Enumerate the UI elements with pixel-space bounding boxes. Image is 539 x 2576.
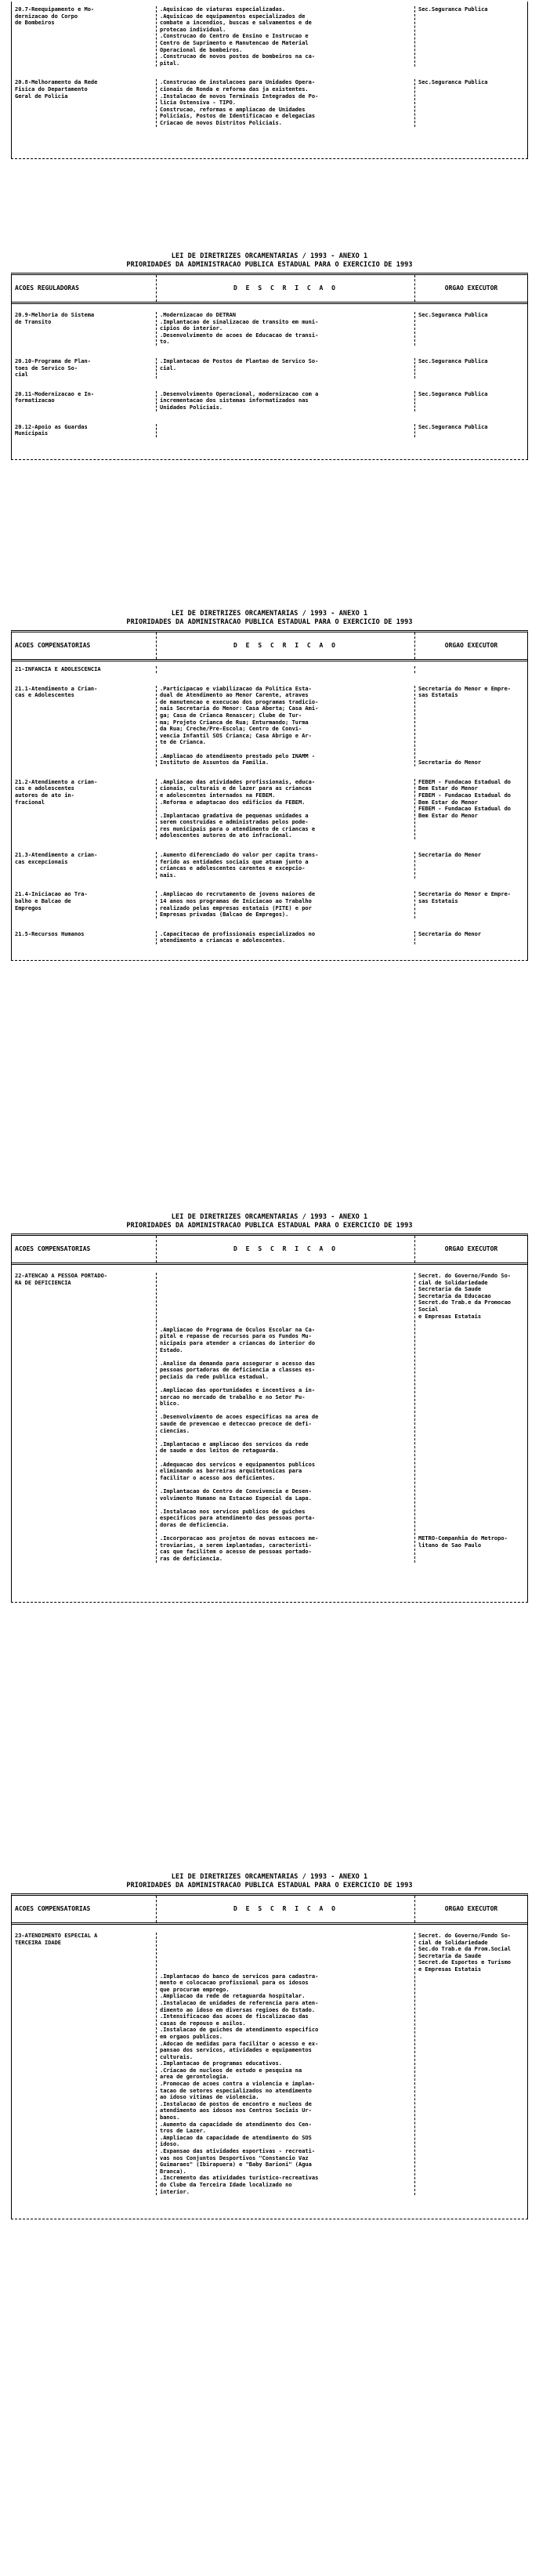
heading-line-2: PRIORIDADES DA ADMINISTRACAO PUBLICA ESTADUAL PARA O EXERCICIO DE 1993	[126, 1222, 413, 1230]
table-row	[12, 304, 527, 350]
table-security-regulatory	[11, 273, 528, 460]
acao-cell: 21.4-Iniciacao ao Tra- balho e Balcao de Empregos	[12, 891, 157, 918]
table-header	[12, 632, 527, 661]
orgao-cell: Secretaria do Menor	[418, 852, 482, 859]
orgao-cell: Sec.Seguranca Publica	[418, 312, 488, 318]
table-row	[12, 1265, 527, 1602]
table-childhood	[11, 630, 528, 961]
col-orgao-executor: ORGAO EXECUTOR	[444, 1904, 498, 1912]
col-acoes-compensatorias: ACOES COMPENSATORIAS	[12, 1896, 157, 1922]
col-orgao-executor: ORGAO EXECUTOR	[444, 1245, 498, 1252]
orgao-cell: Secret. do Governo/Fundo So- cial de Solidariedade Secretaria da Saude Secretaria da Educacao Secret.do Trab.e da Promocao Social e Empresas Estatais METRO-Companhia do Metropo- litano de Sao Paulo	[418, 1273, 512, 1549]
section-title-cell: 21-INFANCIA E ADOLESCENCIA	[12, 666, 157, 673]
acao-cell: 23-ATENDIMENTO ESPECIAL A TERCEIRA IDADE	[12, 1933, 157, 2195]
section-2	[11, 252, 528, 460]
descricao-cell: .Construcao de instalacoes para Unidades Opera- cionais de Ronda e reforma das ja existentes. .Instalacao de novos Terminais Integrados de Po- licia Ostensiva - TIPO. Construcao, reformas e ampliacao de Unidades Policiais, Postos de Identificacao e delegacias Criacao de novos Distritos Policiais.	[157, 79, 415, 126]
table-row	[12, 1925, 527, 2219]
table-row	[12, 883, 527, 922]
col-orgao-executor: ORGAO EXECUTOR	[444, 284, 498, 292]
orgao-cell: Secret. do Governo/Fundo So- cial de Solidariedade Sec.do Trab.e da Prom.Social Secretaria da Saude Secret.de Esportes e Turismo e Empresas Estatais	[418, 1933, 512, 1973]
table-row	[12, 383, 527, 416]
orgao-cell: Secretaria do Menor e Empre- sas Estatais Secretaria do Menor	[418, 685, 512, 766]
descricao-cell: .Implantacao do banco de servicos para cadastra- mento e colocacao profissional para os idosos que procuram emprego. .Ampliacao da rede de retaguarda hospitalar. .Instalacao de unidades de referencia para aten- dimento ao idoso em diversas regioes do Estado. .Intensificacao das acoes de fiscalizacao das casas de repouso e asilos. .Instalacao de guiches de atendimento especifico em orgaos publicos. .Adocao de medidas para facilitar o acesso e ex- pansao dos servicos, atividades e equipamentos culturais. .Implantacao de programas educativos. .Criacao de nucleos de estudo e pesquisa na area de gerontologia. .Promocao de acoes contra a violencia e implan- tacao de setores especializados no atendimento ao idoso vitimas de violencia. .Instalacao de postos de encontro e nucleos de atendimento aos idosos nos Centros Sociais Ur- banos. .Aumento da capacidade de atendimento dos Cen- tros de Lazer. .Ampliacao da capacidade de atendimento do SOS idoso. .Expansao das atividades esportivas - recreati- vas nos Conjuntos Desportivos "Constancio Vaz Guimaraes" (Ibirapuera) e "Baby Barioni" (Agua Branca). .Incremento das atividades turistico-recreativas do Clube da Terceira Idade localizado no interior.	[157, 1933, 415, 2195]
col-acoes-compensatorias: ACOES COMPENSATORIAS	[12, 1236, 157, 1263]
acao-cell: 20.12-Apoio as Guardas Municipais	[12, 424, 157, 437]
orgao-cell: Sec.Seguranca Publica	[418, 79, 488, 86]
col-acoes-compensatorias: ACOES COMPENSATORIAS	[12, 632, 157, 659]
descricao-cell: .Aumento diferenciado do valor per capita trans- ferido as entidades sociais que atuam junto a criancas e adolescentes carentes e excepcio- nais.	[157, 852, 415, 879]
acao-cell: 21.1-Atendimento a Crian- cas e Adolescentes	[12, 686, 157, 766]
section-4	[11, 1213, 528, 1603]
table-security-continued	[11, 2, 528, 159]
section-heading	[11, 1213, 528, 1230]
descricao-cell: .Ampliacao das atividades profissionais, educa- cionais, culturais e de lazer para as criancas e adolescentes internados na FEBEM. .Reforma e adaptacao dos edificios da FEBEM. .Implantacao gradativa de pequenas unidades a serem construidas e administradas pelos pode- res municipais para o atendimento de criancas e adolescentes autores de ato infracional.	[157, 779, 415, 839]
heading-line-2: PRIORIDADES DA ADMINISTRACAO PUBLICA ESTADUAL PARA O EXERCICIO DE 1993	[126, 618, 413, 626]
descricao-cell: .Desenvolvimento Operacional, modernizacao com a incrementacao dos sistemas informatizados nas Unidades Policiais.	[157, 391, 415, 411]
orgao-cell: Sec.Seguranca Publica	[418, 357, 488, 364]
section-3	[11, 610, 528, 961]
orgao-cell: Sec.Seguranca Publica	[418, 390, 488, 397]
heading-line-1: LEI DE DIRETRIZES ORCAMENTARIAS / 1993 - ANEXO 1	[171, 252, 368, 260]
table-row	[12, 844, 527, 883]
acao-cell: 20.9-Melhoria do Sistema de Transito	[12, 312, 157, 346]
descricao-cell: .Ampliacao do Programa de Oculos Escolar na Ca- pital e repasse de recursos para os Fundos Mu- nicipais para atender a criancas do interior do Estado. .Analise da demanda para assegurar o acesso das pessoas portadoras de deficiencia a classes es- peciais da rede publica estadual. .Ampliacao das oportunidades e incentivos a in- sercao no mercado de trabalho e no Setor Pu- blico. .Desenvolvimento de acoes especificas na area de saude de prevencao e deteccao precoce de defi- ciencias. .Implantacao e ampliacao dos servicos da rede de saude e dos leitos de retaguarda. .Adequacao dos servicos e equipamentos publicos eliminando as barreiras arquitetonicas para facilitar o acesso aos deficientes. .Implantacao do Centro de Convivencia e Desen- volvimento Humano na Estacao Especial da Lapa. .Instalacao nos servicos publicos de guiches especificos para atendimento das pessoas porta- doras de deficiencia. .Incorporacao aos projetos de novas estacoes me- troviarias, a serem implantadas, caracteristi- cas que facilitem o acesso de pessoas portado- ras de deficiencia.	[157, 1273, 415, 1563]
acao-cell: 20.7-Reequipamento e Mo- dernizacao do Corpo de Bombeiros	[12, 6, 157, 67]
table-row	[12, 661, 527, 678]
table-row	[12, 416, 527, 459]
col-orgao-executor: ORGAO EXECUTOR	[444, 641, 498, 649]
acao-cell: 20.11-Modernizacao e In- formatizacao	[12, 391, 157, 411]
orgao-cell: Secretaria do Menor e Empre- sas Estatais	[418, 891, 512, 905]
heading-line-2: PRIORIDADES DA ADMINISTRACAO PUBLICA ESTADUAL PARA O EXERCICIO DE 1993	[126, 1882, 413, 1889]
table-header	[12, 275, 527, 304]
acao-cell: 20.10-Programa de Plan- toes de Servico So- cial	[12, 358, 157, 379]
section-heading	[11, 610, 528, 627]
col-descricao: D E S C R I C A O	[157, 1236, 415, 1263]
descricao-cell	[157, 424, 415, 437]
col-acoes-reguladoras: ACOES REGULADORAS	[12, 275, 157, 302]
orgao-cell: Sec.Seguranca Publica	[418, 423, 488, 430]
descricao-cell: .Capacitacao de profissionais especializados no atendimento a criancas e adolescentes.	[157, 931, 415, 944]
orgao-cell: Secretaria do Menor	[418, 930, 482, 937]
acao-cell: 22-ATENCAO A PESSOA PORTADO- RA DE DEFICIENCIA	[12, 1273, 157, 1563]
table-header	[12, 1236, 527, 1265]
acao-cell: 21.2-Atendimento a crian- cas e adolescentes autores de ato in- fracional	[12, 779, 157, 839]
table-row	[12, 2, 527, 71]
descricao-cell: .Participacao e viabilizacao da Politica Esta- dual de Atendimento ao Menor Carente, atraves de manutencao e execucao dos programas tradicio- nais Secretaria do Menor: Casa Aberta; Casa Ami- ga; Casa de Crianca Renascer; Clube de Tur- ma; Projeto Crianca de Rua; Enturmando; Turma da Rua; Creche/Pre-Escola; Centro de Convi- vencia Infantil SOS Crianca; Casa Abrigo e Ar- te de Crianca. .Ampliacao do atendimento prestado pelo INAMM - Instituto de Assuntos da Familia.	[157, 686, 415, 766]
descricao-cell: .Modernizacao do DETRAN .Implantacao de sinalizacao de transito em muni- cipios do interior. .Desenvolvimento de acoes de Educacao de transi- to.	[157, 312, 415, 346]
col-descricao: D E S C R I C A O	[157, 1896, 415, 1922]
section-5	[11, 1873, 528, 2219]
section-1	[11, 2, 528, 159]
orgao-cell: FEBEM - Fundacao Estadual do Bem Estar do Menor FEBEM - Fundacao Estadual do Bem Estar do Menor FEBEM - Fundacao Estadual do Bem Estar do Menor	[418, 778, 512, 819]
heading-line-1: LEI DE DIRETRIZES ORCAMENTARIAS / 1993 - ANEXO 1	[171, 1213, 368, 1221]
heading-line-1: LEI DE DIRETRIZES ORCAMENTARIAS / 1993 - ANEXO 1	[171, 1873, 368, 1881]
acao-cell: 21.5-Recursos Humanos	[12, 931, 157, 944]
heading-line-1: LEI DE DIRETRIZES ORCAMENTARIAS / 1993 - ANEXO 1	[171, 610, 368, 618]
table-disability	[11, 1234, 528, 1603]
heading-line-2: PRIORIDADES DA ADMINISTRACAO PUBLICA ESTADUAL PARA O EXERCICIO DE 1993	[126, 261, 413, 269]
table-header	[12, 1896, 527, 1925]
section-heading	[11, 252, 528, 270]
descricao-cell: .Implantacao de Postos de Plantao de Servico So- cial.	[157, 358, 415, 379]
descricao-cell: .Aquisicao de viaturas especializadas. .Aquisicao de equipamentos especializados de combate a incendios, buscas e salvamentos e de protecao individual. .Construcao do Centro de Ensino e Instrucao e Centro de Suprimento e Manutencao de Material Operacional de bombeiros. .Construcao de novos postos de bombeiros na ca- pital.	[157, 6, 415, 67]
col-descricao: D E S C R I C A O	[157, 632, 415, 659]
acao-cell: 20.8-Melhoramento da Rede Fisica do Departamento Geral de Policia	[12, 79, 157, 126]
section-heading	[11, 1873, 528, 1890]
table-row	[12, 771, 527, 844]
table-row	[12, 71, 527, 158]
table-row	[12, 923, 527, 960]
table-row	[12, 350, 527, 383]
table-row	[12, 678, 527, 771]
descricao-cell: .Ampliacao do recrutamento de jovens maiores de 14 anos nos programas de Iniciacao ao Trabalho realizado pelas empresas estatais (PITE) e por Empresas privadas (Balcao de Empregos).	[157, 891, 415, 918]
col-descricao: D E S C R I C A O	[157, 275, 415, 302]
table-elderly	[11, 1893, 528, 2219]
acao-cell: 21.3-Atendimento a crian- cas excepcionais	[12, 852, 157, 879]
orgao-cell: Sec.Seguranca Publica	[418, 6, 488, 13]
